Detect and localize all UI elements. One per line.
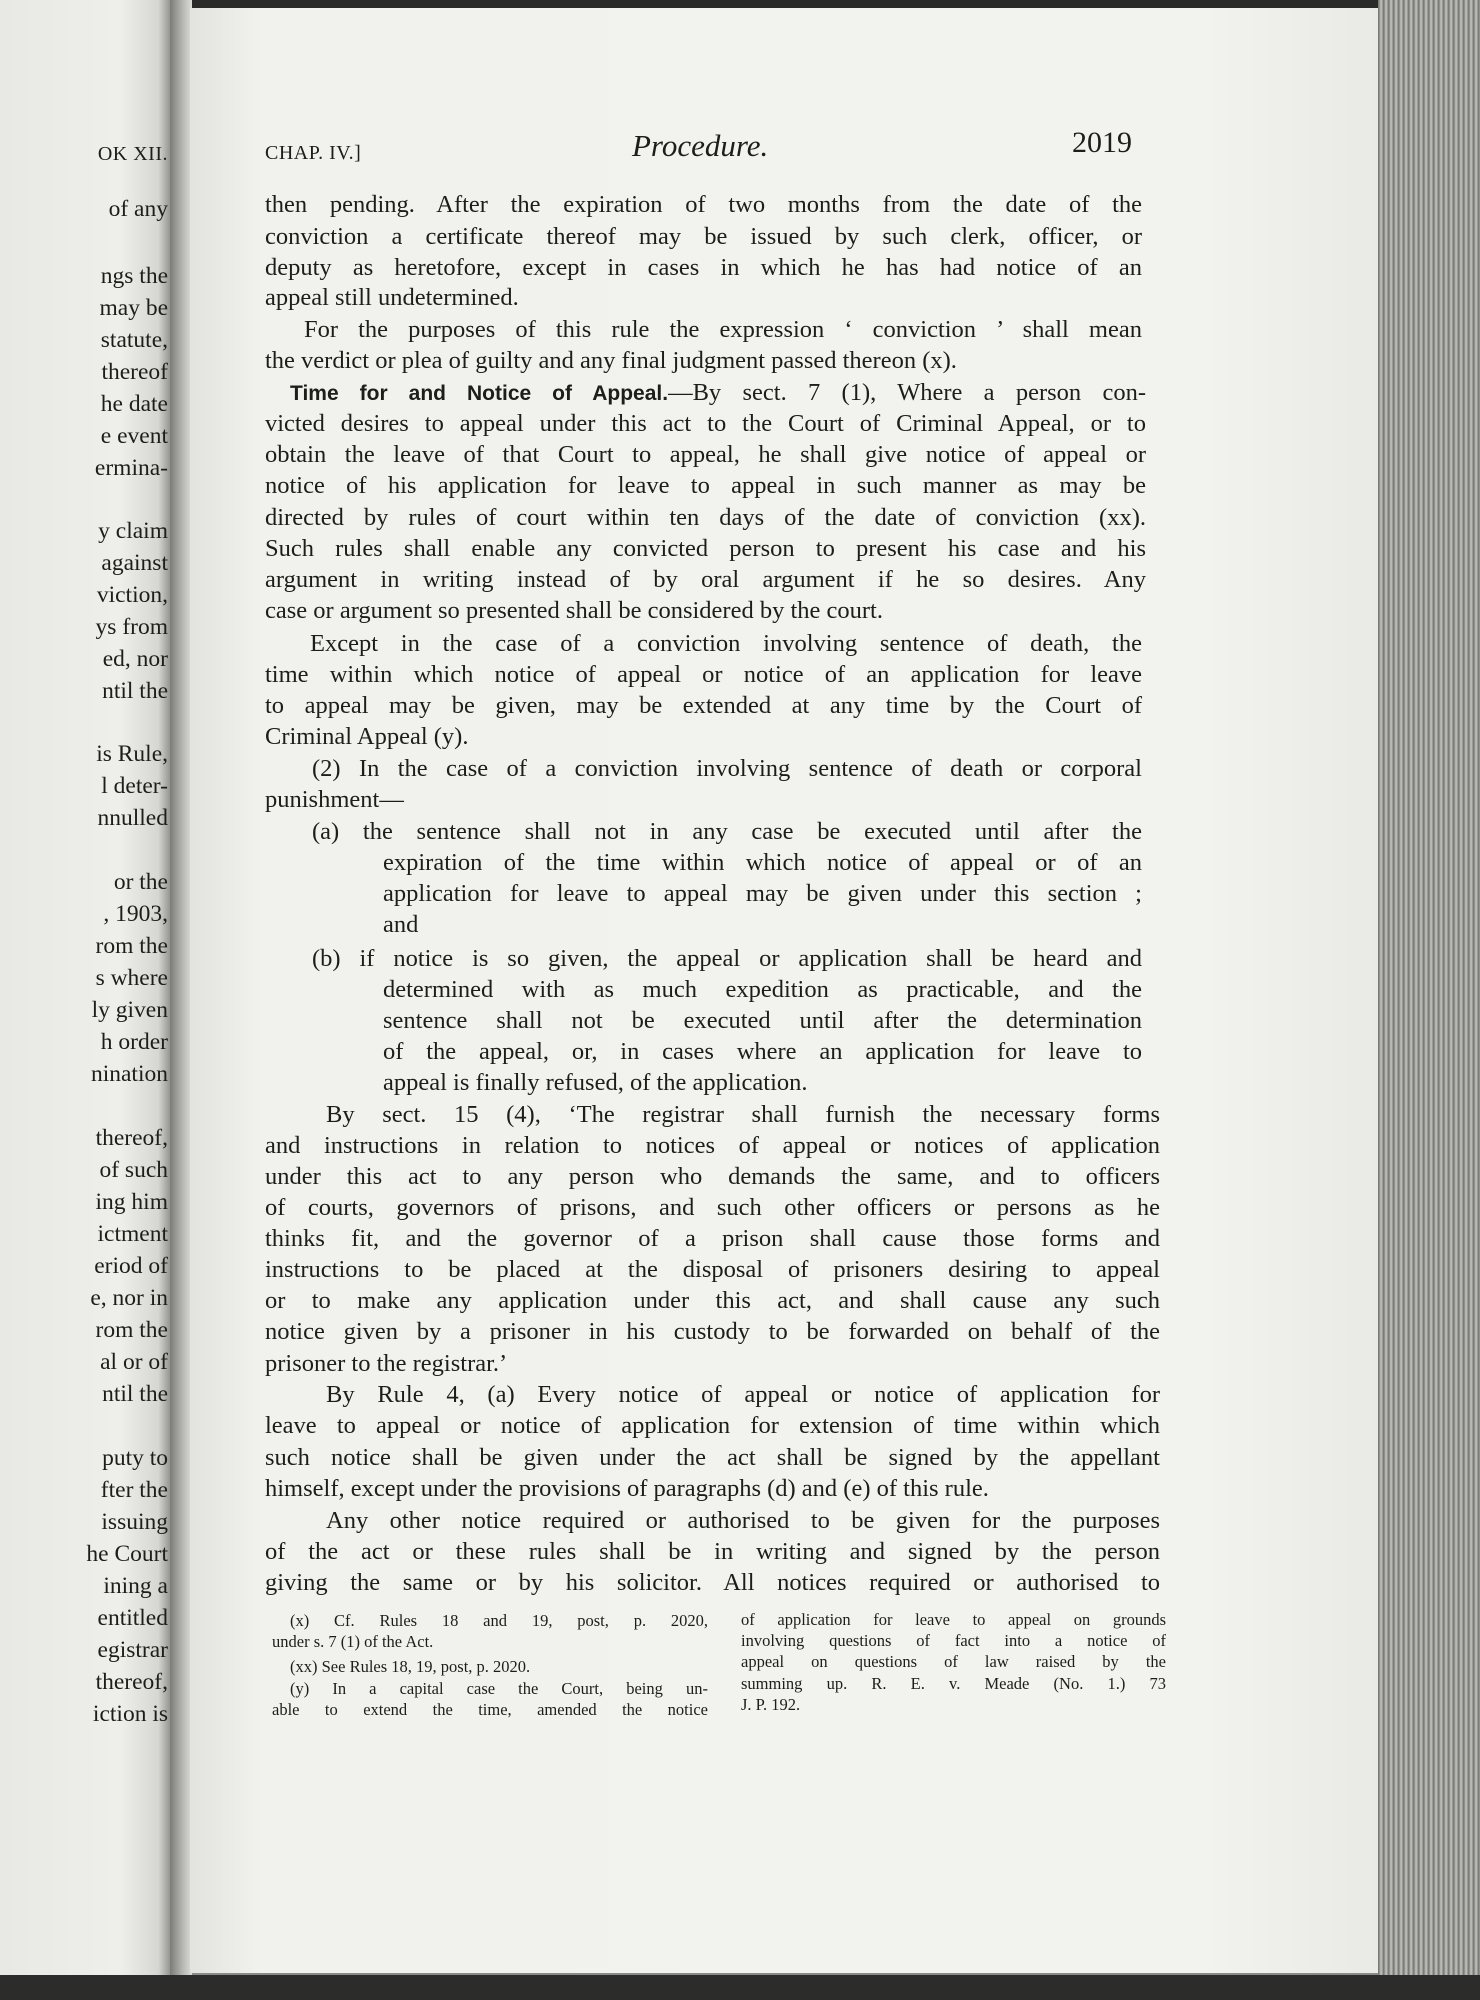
footnote-line: (y) In a capital case the Court, being un- [290, 1679, 708, 1698]
left-page-fragment: thereof, [95, 1125, 168, 1151]
body-line: appeal is finally refused, of the application. [383, 1069, 808, 1096]
left-page-fragment: statute, [100, 327, 168, 353]
body-line: to appeal may be given, may be extended at any time by the Court of [265, 692, 1142, 719]
left-page-fragment: viction, [96, 582, 168, 608]
left-page-fragment: ictment [97, 1221, 168, 1247]
body-line: under this act to any person who demands the same, and to officers [265, 1163, 1160, 1190]
left-page-fragment: thereof, [95, 1669, 168, 1695]
heading-continuation: —By sect. 7 (1), Where a person con- [668, 379, 1147, 406]
body-line: instructions to be placed at the disposal of prisoners desiring to appeal [265, 1256, 1160, 1283]
body-line: By sect. 15 (4), ‘The registrar shall furnish the necessary forms [326, 1101, 1160, 1128]
running-title: Procedure. [632, 128, 769, 163]
left-page-fragment: ing him [95, 1189, 168, 1215]
body-line: case or argument so presented shall be considered by the court. [265, 597, 883, 624]
left-page-fragment: ermina- [94, 455, 168, 481]
body-line: (a) the sentence shall not in any case be executed until after the [312, 818, 1142, 845]
body-line: the verdict or plea of guilty and any final judgment passed thereon (x). [265, 347, 957, 374]
left-page-fragment: or the [113, 869, 168, 895]
footnote-line: (x) Cf. Rules 18 and 19, post, p. 2020, [290, 1611, 708, 1630]
body-line: thinks fit, and the governor of a prison shall cause those forms and [265, 1225, 1160, 1252]
body-line: appeal still undetermined. [265, 284, 519, 311]
body-line: (b) if notice is so given, the appeal or application shall be heard and [312, 945, 1142, 972]
left-page-fragment: e, nor in [90, 1285, 168, 1311]
body-line: himself, except under the provisions of paragraphs (d) and (e) of this rule. [265, 1475, 989, 1502]
body-line: of the act or these rules shall be in writing and signed by the person [265, 1538, 1160, 1565]
left-page-fragment: s where [95, 965, 168, 991]
body-line: conviction a certificate thereof may be issued by such clerk, officer, or [265, 223, 1142, 250]
body-line: then pending. After the expiration of two months from the date of the [265, 191, 1142, 218]
body-line: notice given by a prisoner in his custody to be forwarded on behalf of the [265, 1318, 1160, 1345]
footnote-line: able to extend the time, amended the notice [272, 1700, 708, 1719]
footnote-line: J. P. 192. [741, 1695, 801, 1714]
body-line: time within which notice of appeal or notice of an application for leave [265, 661, 1142, 688]
left-page-fragment: entitled [97, 1605, 168, 1631]
left-page-fragment: al or of [100, 1349, 168, 1375]
left-page-fragment: puty to [102, 1445, 168, 1471]
scan-bottom-edge [0, 1975, 1480, 2000]
body-line: Criminal Appeal (y). [265, 723, 469, 750]
left-page-fragment: l deter- [101, 773, 168, 799]
left-page-fragment: OK XII. [97, 143, 168, 165]
body-line: notice of his application for leave to appeal in such manner as may be [265, 472, 1146, 499]
chapter-heading: CHAP. IV.] [265, 142, 362, 164]
left-page-fragment: , 1903, [103, 901, 168, 927]
body-line [290, 378, 1146, 409]
body-line: victed desires to appeal under this act to the Court of Criminal Appeal, or to [265, 410, 1146, 437]
left-facing-page [0, 0, 172, 1980]
left-page-fragment: e event [100, 423, 168, 449]
left-page-fragment: rom the [95, 1317, 168, 1343]
body-line: leave to appeal or notice of application for extension of time within which [265, 1412, 1160, 1439]
left-page-fragment: he Court [86, 1541, 168, 1567]
left-page-fragment: ngs the [100, 263, 168, 289]
left-page-fragment: issuing [101, 1509, 168, 1535]
left-page-fragment: ly given [91, 997, 168, 1023]
left-page-fragment: egistrar [97, 1637, 168, 1663]
body-line: giving the same or by his solicitor. All notices required or authorised to [265, 1569, 1160, 1596]
footnote-line: involving questions of fact into a notice of [741, 1631, 1166, 1650]
book-gutter [170, 0, 192, 1980]
left-page-fragment: rom the [95, 933, 168, 959]
body-line: such notice shall be given under the act shall be signed by the appellant [265, 1444, 1160, 1471]
body-line: directed by rules of court within ten days of the date of conviction (xx). [265, 504, 1146, 531]
body-line: of the appeal, or, in cases where an application for leave to [383, 1038, 1142, 1065]
body-line: argument in writing instead of by oral argument if he so desires. Any [265, 566, 1146, 593]
left-page-fragment: thereof [101, 359, 168, 385]
left-page-fragment: against [101, 550, 168, 576]
body-line: and [383, 911, 419, 938]
body-line: and instructions in relation to notices of appeal or notices of application [265, 1132, 1160, 1159]
body-line: punishment— [265, 786, 404, 813]
footnote-line: appeal on questions of law raised by the [741, 1652, 1166, 1671]
body-line: prisoner to the registrar.’ [265, 1350, 508, 1377]
body-line: Any other notice required or authorised to be given for the purposes [326, 1507, 1160, 1534]
left-page-fragment: is Rule, [96, 741, 168, 767]
footnote-line: summing up. R. E. v. Meade (No. 1.) 73 [741, 1674, 1166, 1693]
left-page-fragment: of such [99, 1157, 168, 1183]
left-page-fragment: fter the [100, 1477, 168, 1503]
left-page-fragment: eriod of [94, 1253, 168, 1279]
page-number: 2019 [1072, 126, 1132, 159]
left-page-fragment: he date [100, 391, 168, 417]
body-line: determined with as much expedition as practicable, and the [383, 976, 1142, 1003]
body-line: By Rule 4, (a) Every notice of appeal or notice of application for [326, 1381, 1160, 1408]
body-line: deputy as heretofore, except in cases in which he has had notice of an [265, 254, 1142, 281]
left-page-fragment: ntil the [102, 678, 168, 704]
left-page-fragment: may be [99, 295, 168, 321]
left-page-fragment: ys from [95, 614, 168, 640]
left-page-fragment: iction is [92, 1701, 168, 1727]
left-page-fragment: y claim [98, 518, 168, 544]
left-page-fragment: of any [108, 196, 168, 222]
section-heading: Time for and Notice of Appeal. [290, 382, 669, 405]
body-line: (2) In the case of a conviction involving sentence of death or corporal [312, 755, 1142, 782]
left-page-fragment: ed, nor [102, 646, 168, 672]
footnote-line: of application for leave to appeal on grounds [741, 1610, 1166, 1629]
body-line: of courts, governors of prisons, and such other officers or persons as he [265, 1194, 1160, 1221]
body-line: expiration of the time within which notice of appeal or of an [383, 849, 1142, 876]
left-page-fragment: h order [100, 1029, 168, 1055]
footnote-line: (xx) See Rules 18, 19, post, p. 2020. [290, 1657, 531, 1676]
left-page-fragment: ining a [103, 1573, 168, 1599]
body-line: sentence shall not be executed until after the determination [383, 1007, 1142, 1034]
left-page-fragment: nnulled [97, 805, 168, 831]
body-line: application for leave to appeal may be given under this section ; [383, 880, 1142, 907]
body-line: or to make any application under this act, and shall cause any such [265, 1287, 1160, 1314]
body-line: Except in the case of a conviction involving sentence of death, the [310, 630, 1142, 657]
footnote-line: under s. 7 (1) of the Act. [272, 1632, 434, 1651]
body-line: For the purposes of this rule the expression ‘ conviction ’ shall mean [304, 316, 1142, 343]
body-line: obtain the leave of that Court to appeal, he shall give notice of appeal or [265, 441, 1146, 468]
left-page-fragment: ntil the [102, 1381, 168, 1407]
left-page-fragment: nination [90, 1061, 168, 1087]
page-edges [1378, 0, 1480, 1980]
body-line: Such rules shall enable any convicted person to present his case and his [265, 535, 1146, 562]
